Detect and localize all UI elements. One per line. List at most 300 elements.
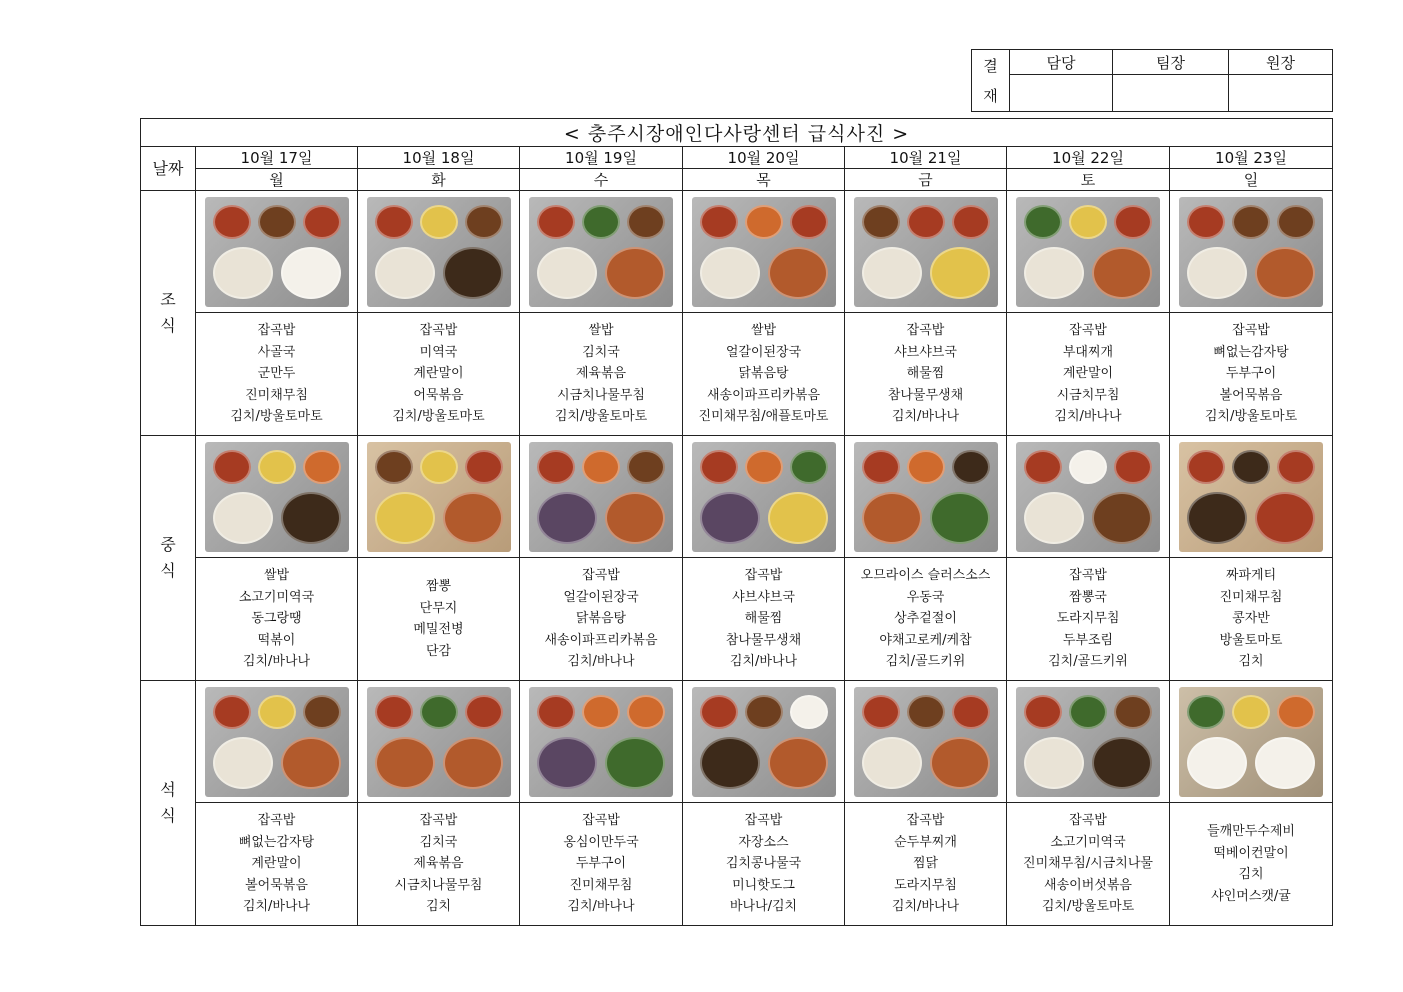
menu-item: 김치/바나나 xyxy=(729,654,798,670)
food-compartment xyxy=(537,450,575,484)
food-compartment xyxy=(375,695,413,729)
approval-sign-staff[interactable] xyxy=(1010,75,1113,112)
menu-item: 두부구이 xyxy=(575,856,627,872)
food-compartment xyxy=(443,737,503,789)
food-compartment xyxy=(213,450,251,484)
food-compartment xyxy=(465,450,503,484)
food-compartment xyxy=(1114,205,1152,239)
meal-photo-cell xyxy=(845,191,1007,313)
menu-cell xyxy=(520,803,683,926)
food-compartment xyxy=(862,450,900,484)
menu-item: 소고기미역국 xyxy=(1050,834,1126,850)
date-header: 10월 23일 xyxy=(1170,147,1333,169)
food-compartment xyxy=(258,205,296,239)
food-compartment xyxy=(862,737,922,789)
menu-item: 메밀전병 xyxy=(413,622,464,637)
food-compartment xyxy=(1024,695,1062,729)
food-compartment xyxy=(952,205,990,239)
menu-item: 떡볶이 xyxy=(257,632,296,648)
food-compartment xyxy=(790,450,828,484)
meal-photo[interactable] xyxy=(367,197,511,307)
menu-item: 잡곡밥 xyxy=(257,323,296,339)
menu-item: 시금치나물무침 xyxy=(394,877,483,893)
menu-item: 진미채무침 xyxy=(1219,589,1283,605)
food-compartment xyxy=(443,492,503,544)
food-compartment xyxy=(700,450,738,484)
meal-photo[interactable] xyxy=(692,197,836,307)
meal-label-char-1: 조 xyxy=(160,290,176,309)
menu-item: 쌀밥 xyxy=(588,323,614,339)
menu-item: 상추겉절이 xyxy=(894,611,957,627)
meal-photo-cell xyxy=(683,191,845,313)
menu-item: 떡베이컨말이 xyxy=(1213,845,1289,861)
menu-item: 닭볶음탕 xyxy=(575,611,627,627)
weekday-header: 목 xyxy=(683,169,845,191)
food-compartment xyxy=(1069,205,1107,239)
food-compartment xyxy=(281,737,341,789)
food-compartment xyxy=(537,205,575,239)
food-compartment xyxy=(1255,492,1315,544)
food-compartment xyxy=(1114,695,1152,729)
menu-cell xyxy=(196,558,358,681)
menu-cell xyxy=(358,313,520,436)
menu-item: 순두부찌개 xyxy=(894,834,957,850)
food-compartment xyxy=(1277,450,1315,484)
food-compartment xyxy=(1024,205,1062,239)
date-header: 10월 17일 xyxy=(196,147,358,169)
menu-item: 어묵볶음 xyxy=(413,387,464,403)
meal-photo-cell xyxy=(1007,191,1170,313)
food-compartment xyxy=(420,695,458,729)
food-compartment xyxy=(281,492,341,544)
menu-item: 김치콩나물국 xyxy=(725,856,802,872)
menu-item: 김치국 xyxy=(419,834,458,850)
meal-photo-cell xyxy=(683,681,845,803)
food-compartment xyxy=(213,737,273,789)
meal-photo-cell xyxy=(1007,681,1170,803)
menu-item: 잡곡밥 xyxy=(582,813,620,829)
menu-item: 단감 xyxy=(425,643,452,659)
food-compartment xyxy=(213,247,273,299)
meal-photo[interactable] xyxy=(367,687,511,797)
food-compartment xyxy=(1187,450,1225,484)
food-compartment xyxy=(790,205,828,239)
meal-photo[interactable] xyxy=(205,442,349,552)
menu-item: 계란말이 xyxy=(251,856,302,872)
food-compartment xyxy=(790,695,828,729)
meal-photo[interactable] xyxy=(205,687,349,797)
meal-photo[interactable] xyxy=(529,687,673,797)
date-header: 10월 19일 xyxy=(520,147,683,169)
meal-photo-cell xyxy=(1170,191,1333,313)
menu-item: 계란말이 xyxy=(1062,366,1114,382)
menu-cell xyxy=(358,803,520,926)
meal-photo[interactable] xyxy=(1016,687,1160,797)
menu-item: 잡곡밥 xyxy=(906,813,945,829)
menu-item: 김치/바나나 xyxy=(567,654,635,670)
meal-photo[interactable] xyxy=(692,442,836,552)
menu-cell xyxy=(196,313,358,436)
menu-item: 김치 xyxy=(1238,867,1264,882)
meal-photo[interactable] xyxy=(529,442,673,552)
menu-item: 진미채무침 xyxy=(245,387,308,403)
food-compartment xyxy=(1024,737,1084,789)
menu-item: 들깨만두수제비 xyxy=(1207,824,1295,839)
menu-cell xyxy=(683,803,845,926)
menu-item: 콩자반 xyxy=(1232,611,1270,627)
food-compartment xyxy=(582,205,620,239)
food-compartment xyxy=(213,492,273,544)
food-compartment xyxy=(862,492,922,544)
food-compartment xyxy=(1187,737,1247,789)
menu-item: 새송이버섯볶음 xyxy=(1044,877,1132,893)
meal-label-char-1: 석 xyxy=(160,780,176,799)
menu-item: 진미채무침/애플토마토 xyxy=(698,409,829,425)
meal-label-char-2: 식 xyxy=(160,316,176,335)
menu-item: 도라지무침 xyxy=(1056,611,1120,627)
food-compartment xyxy=(582,450,620,484)
approval-side-label-2: 재 xyxy=(983,86,998,105)
menu-item: 김치/방울토마토 xyxy=(1204,409,1298,425)
weekday-header: 화 xyxy=(358,169,520,191)
meal-photo-cell xyxy=(358,681,520,803)
food-compartment xyxy=(700,492,760,544)
meal-photo-cell xyxy=(520,681,683,803)
meal-photo[interactable] xyxy=(854,687,998,797)
meal-photo[interactable] xyxy=(854,442,998,552)
food-compartment xyxy=(627,450,665,484)
menu-item: 샤브샤브국 xyxy=(732,589,795,605)
meal-photo-cell xyxy=(1170,436,1333,558)
meal-photo[interactable] xyxy=(367,442,511,552)
food-compartment xyxy=(745,205,783,239)
menu-item: 김치/바나나 xyxy=(1054,409,1122,425)
menu-cell xyxy=(1007,558,1170,681)
menu-cell xyxy=(1170,803,1333,926)
meal-label xyxy=(141,436,196,681)
menu-cell xyxy=(845,558,1007,681)
menu-item: 샤인머스캣/귤 xyxy=(1211,888,1291,904)
food-compartment xyxy=(1255,247,1315,299)
food-compartment xyxy=(537,492,597,544)
menu-item: 단무지 xyxy=(419,600,458,616)
food-compartment xyxy=(1255,737,1315,789)
meal-photo-cell xyxy=(196,436,358,558)
meal-photo-cell xyxy=(358,191,520,313)
food-compartment xyxy=(1024,492,1084,544)
food-compartment xyxy=(537,737,597,789)
weekday-header: 월 xyxy=(196,169,358,191)
date-label: 날짜 xyxy=(141,147,196,191)
menu-item: 새송이파프리카볶음 xyxy=(706,387,821,403)
menu-item: 짜파게티 xyxy=(1225,568,1277,584)
menu-item: 김치/방울토마토 xyxy=(554,409,648,425)
meal-label-char-1: 중 xyxy=(160,535,176,554)
meal-photo-table xyxy=(140,118,1333,926)
food-compartment xyxy=(907,205,945,239)
meal-photo-cell xyxy=(845,436,1007,558)
meal-photo-cell xyxy=(520,436,683,558)
menu-item: 김치/골드키위 xyxy=(885,654,966,670)
food-compartment xyxy=(420,450,458,484)
menu-item: 옹심이만두국 xyxy=(563,834,639,850)
meal-label xyxy=(141,681,196,926)
food-compartment xyxy=(1187,205,1225,239)
food-compartment xyxy=(1092,737,1152,789)
menu-cell xyxy=(1007,803,1170,926)
food-compartment xyxy=(768,737,828,789)
food-compartment xyxy=(745,695,783,729)
menu-item: 김치/바나나 xyxy=(891,899,960,915)
food-compartment xyxy=(281,247,341,299)
menu-cell xyxy=(845,313,1007,436)
date-header: 10월 22일 xyxy=(1007,147,1170,169)
food-compartment xyxy=(930,492,990,544)
approval-sign-director[interactable] xyxy=(1229,75,1333,112)
menu-item: 잡곡밥 xyxy=(906,323,945,339)
menu-item: 잡곡밥 xyxy=(1069,323,1107,339)
food-compartment xyxy=(375,737,435,789)
menu-item: 잡곡밥 xyxy=(257,813,296,829)
meal-label-char-2: 식 xyxy=(160,806,176,825)
menu-item: 시금치무침 xyxy=(1056,387,1120,403)
menu-item: 볼어묵볶음 xyxy=(1219,387,1283,403)
date-header: 10월 18일 xyxy=(358,147,520,169)
menu-item: 김치/골드키위 xyxy=(1048,654,1128,670)
meal-photo[interactable] xyxy=(1179,687,1323,797)
food-compartment xyxy=(700,205,738,239)
menu-item: 군만두 xyxy=(257,366,296,382)
menu-item: 쌀밥 xyxy=(263,568,290,584)
menu-item: 찜닭 xyxy=(912,856,939,872)
menu-item: 두부구이 xyxy=(1225,366,1277,382)
menu-item: 계란말이 xyxy=(413,366,464,382)
food-compartment xyxy=(375,205,413,239)
menu-cell xyxy=(520,313,683,436)
food-compartment xyxy=(930,737,990,789)
food-compartment xyxy=(1069,695,1107,729)
meal-photo[interactable] xyxy=(692,687,836,797)
menu-item: 방울토마토 xyxy=(1219,632,1283,648)
food-compartment xyxy=(1092,247,1152,299)
meal-photo[interactable] xyxy=(1016,442,1160,552)
meal-photo-cell xyxy=(1007,436,1170,558)
meal-photo[interactable] xyxy=(854,197,998,307)
approval-header-team-lead: 팀장 xyxy=(1113,50,1229,75)
date-header: 10월 21일 xyxy=(845,147,1007,169)
approval-sign-team-lead[interactable] xyxy=(1113,75,1229,112)
page-title: < 충주시장애인다사랑센터 급식사진 > xyxy=(141,119,1333,147)
menu-item: 잡곡밥 xyxy=(744,568,783,584)
menu-cell xyxy=(1007,313,1170,436)
food-compartment xyxy=(862,247,922,299)
food-compartment xyxy=(1024,247,1084,299)
food-compartment xyxy=(1069,450,1107,484)
food-compartment xyxy=(952,450,990,484)
menu-item: 김치/방울토마토 xyxy=(230,409,323,425)
menu-item: 잡곡밥 xyxy=(1069,568,1107,584)
menu-item: 뼈없는감자탕 xyxy=(238,834,315,850)
menu-item: 미니핫도그 xyxy=(732,877,795,893)
food-compartment xyxy=(1277,205,1315,239)
food-compartment xyxy=(1187,695,1225,729)
food-compartment xyxy=(443,247,503,299)
menu-item: 짬뽕국 xyxy=(1069,589,1107,605)
food-compartment xyxy=(375,247,435,299)
menu-item: 동그랑땡 xyxy=(251,611,302,627)
food-compartment xyxy=(930,247,990,299)
food-compartment xyxy=(1232,695,1270,729)
menu-cell xyxy=(196,803,358,926)
menu-item: 시금치나물무침 xyxy=(557,387,645,403)
menu-item: 김치국 xyxy=(582,344,620,360)
approval-box xyxy=(971,49,1333,112)
menu-item: 닭볶음탕 xyxy=(738,366,789,382)
menu-item: 소고기미역국 xyxy=(238,589,315,605)
food-compartment xyxy=(768,247,828,299)
menu-item: 야채고로케/케찹 xyxy=(879,632,972,648)
food-compartment xyxy=(907,450,945,484)
food-compartment xyxy=(303,205,341,239)
food-compartment xyxy=(303,695,341,729)
menu-item: 잡곡밥 xyxy=(1232,323,1270,339)
food-compartment xyxy=(420,205,458,239)
menu-item: 참나물무생채 xyxy=(887,387,964,403)
food-compartment xyxy=(1114,450,1152,484)
menu-item: 우동국 xyxy=(906,589,945,605)
food-compartment xyxy=(258,450,296,484)
meal-label-char-2: 식 xyxy=(160,561,176,580)
menu-item: 참나물무생채 xyxy=(725,632,802,648)
menu-item: 바나나/김치 xyxy=(729,899,798,915)
approval-header-director: 원장 xyxy=(1229,50,1333,75)
weekday-header: 일 xyxy=(1170,169,1333,191)
menu-item: 잡곡밥 xyxy=(419,813,458,829)
meal-photo-cell xyxy=(683,436,845,558)
approval-side-label-1: 결 xyxy=(983,56,998,75)
food-compartment xyxy=(213,205,251,239)
food-compartment xyxy=(213,695,251,729)
menu-item: 김치/방울토마토 xyxy=(392,409,485,425)
menu-item: 잡곡밥 xyxy=(1069,813,1107,829)
menu-item: 잡곡밥 xyxy=(582,568,620,584)
food-compartment xyxy=(700,737,760,789)
menu-item: 잡곡밥 xyxy=(744,813,783,829)
menu-item: 김치/방울토마토 xyxy=(1041,899,1135,915)
menu-item: 잡곡밥 xyxy=(419,323,458,339)
food-compartment xyxy=(605,737,665,789)
food-compartment xyxy=(627,205,665,239)
approval-side-label xyxy=(972,50,1010,112)
menu-item: 얼갈이된장국 xyxy=(725,344,802,360)
meal-photo-cell xyxy=(520,191,683,313)
food-compartment xyxy=(862,695,900,729)
food-compartment xyxy=(537,695,575,729)
weekday-header: 수 xyxy=(520,169,683,191)
menu-cell xyxy=(1170,313,1333,436)
menu-item: 김치/바나나 xyxy=(242,654,311,670)
food-compartment xyxy=(375,492,435,544)
meal-photo[interactable] xyxy=(1179,197,1323,307)
menu-item: 해물찜 xyxy=(744,611,783,627)
food-compartment xyxy=(582,695,620,729)
menu-item: 김치 xyxy=(1238,654,1264,670)
menu-item: 얼갈이된장국 xyxy=(563,589,639,605)
menu-cell xyxy=(520,558,683,681)
food-compartment xyxy=(465,695,503,729)
food-compartment xyxy=(700,695,738,729)
food-compartment xyxy=(537,247,597,299)
food-compartment xyxy=(465,205,503,239)
meal-photo[interactable] xyxy=(1179,442,1323,552)
food-compartment xyxy=(375,450,413,484)
food-compartment xyxy=(907,695,945,729)
menu-item: 진미채무침 xyxy=(569,877,633,893)
food-compartment xyxy=(258,695,296,729)
menu-item: 두부조림 xyxy=(1062,632,1114,648)
menu-item: 짬뽕 xyxy=(425,579,452,594)
meal-photo-cell xyxy=(196,681,358,803)
food-compartment xyxy=(862,205,900,239)
approval-header-staff: 담당 xyxy=(1010,50,1113,75)
meal-photo[interactable] xyxy=(1016,197,1160,307)
menu-item: 도라지무침 xyxy=(894,877,957,893)
menu-item: 김치/바나나 xyxy=(242,899,311,915)
food-compartment xyxy=(745,450,783,484)
meal-photo[interactable] xyxy=(529,197,673,307)
food-compartment xyxy=(700,247,760,299)
food-compartment xyxy=(768,492,828,544)
menu-cell xyxy=(845,803,1007,926)
menu-item: 해물찜 xyxy=(906,366,945,382)
menu-item: 김치/바나나 xyxy=(567,899,635,915)
meal-photo-cell xyxy=(1170,681,1333,803)
food-compartment xyxy=(1232,205,1270,239)
food-compartment xyxy=(627,695,665,729)
food-compartment xyxy=(303,450,341,484)
meal-label xyxy=(141,191,196,436)
food-compartment xyxy=(1232,450,1270,484)
menu-item: 제육볶음 xyxy=(413,856,464,872)
food-compartment xyxy=(605,492,665,544)
menu-item: 볼어묵볶음 xyxy=(245,877,308,893)
food-compartment xyxy=(1092,492,1152,544)
food-compartment xyxy=(605,247,665,299)
food-compartment xyxy=(1277,695,1315,729)
meal-photo-cell xyxy=(845,681,1007,803)
menu-item: 뼈없는감자탕 xyxy=(1213,344,1289,360)
menu-cell xyxy=(1170,558,1333,681)
menu-cell xyxy=(358,558,520,681)
food-compartment xyxy=(952,695,990,729)
menu-item: 새송이파프리카볶음 xyxy=(544,632,658,648)
menu-cell xyxy=(683,558,845,681)
food-compartment xyxy=(1187,247,1247,299)
menu-item: 오므라이스 슬러스소스 xyxy=(860,568,991,584)
meal-photo-cell xyxy=(358,436,520,558)
meal-photo[interactable] xyxy=(205,197,349,307)
date-header: 10월 20일 xyxy=(683,147,845,169)
menu-item: 샤브샤브국 xyxy=(894,344,957,360)
food-compartment xyxy=(1187,492,1247,544)
menu-item: 김치/바나나 xyxy=(891,409,960,425)
menu-item: 김치 xyxy=(425,899,452,915)
menu-item: 미역국 xyxy=(419,344,458,360)
meal-photo-cell xyxy=(196,191,358,313)
menu-item: 제육볶음 xyxy=(575,366,627,382)
weekday-header: 금 xyxy=(845,169,1007,191)
weekday-header: 토 xyxy=(1007,169,1170,191)
